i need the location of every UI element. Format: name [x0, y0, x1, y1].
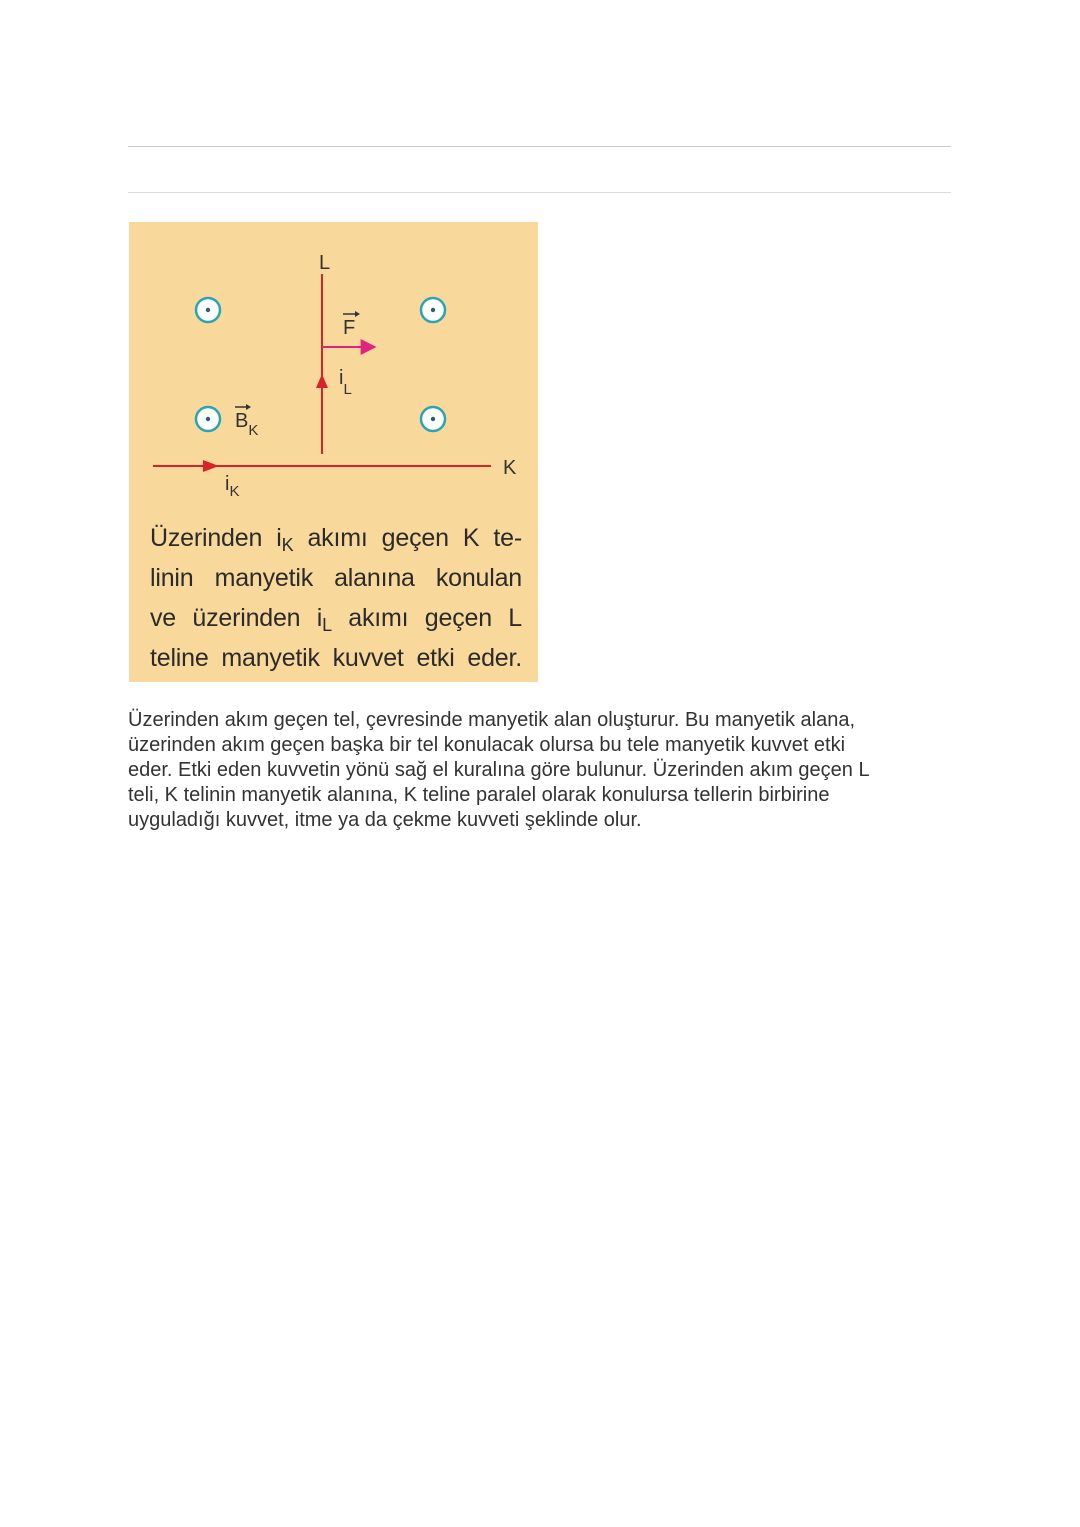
- top-divider: [128, 146, 951, 147]
- vector-bar-head: [246, 404, 251, 410]
- figure-caption: [150, 518, 522, 678]
- caption-line: teline manyetik kuvvet etki eder.: [150, 644, 522, 672]
- body-paragraph: [128, 708, 958, 833]
- label-field: $B_K$: [235, 410, 259, 439]
- second-divider: [128, 192, 951, 193]
- caption-line: linin manyetik alanına konulan: [150, 564, 522, 592]
- paragraph-line: eder. Etki eden kuvvetin yönü sağ el kuralına göre bulunur. Üzerinden akım geçen L: [128, 759, 870, 781]
- label-current-L: $i_L$: [339, 367, 352, 398]
- label-L: L: [319, 252, 331, 274]
- field-out-symbol: [421, 298, 445, 322]
- paragraph-line: teli, K telinin manyetik alanına, K teline paralel olarak konulursa tellerin birbirine: [128, 784, 830, 806]
- caption-line: ve üzerinden $i_L$ akımı geçen L: [150, 604, 522, 635]
- label-force: F: [343, 317, 356, 339]
- current-L-arrow: [316, 374, 328, 388]
- vector-bar-head: [355, 311, 360, 317]
- caption-line: Üzerinden $i_K$ akımı geçen K te-: [150, 524, 522, 555]
- magnetic-force-figure: [129, 222, 538, 682]
- current-K-arrow: [203, 460, 219, 472]
- paragraph-line: uyguladığı kuvvet, itme ya da çekme kuvveti şeklinde olur.: [128, 809, 642, 831]
- field-out-symbol: [421, 407, 445, 431]
- label-K: K: [503, 457, 517, 479]
- field-out-symbol: [196, 298, 220, 322]
- paragraph-line: üzerinden akım geçen başka bir tel konulacak olursa bu tele manyetik kuvvet etki: [128, 734, 846, 756]
- field-out-symbol: [196, 407, 220, 431]
- label-current-K: $i_K$: [225, 473, 240, 500]
- paragraph-line: Üzerinden akım geçen tel, çevresinde manyetik alan oluşturur. Bu manyetik alana,: [128, 709, 856, 731]
